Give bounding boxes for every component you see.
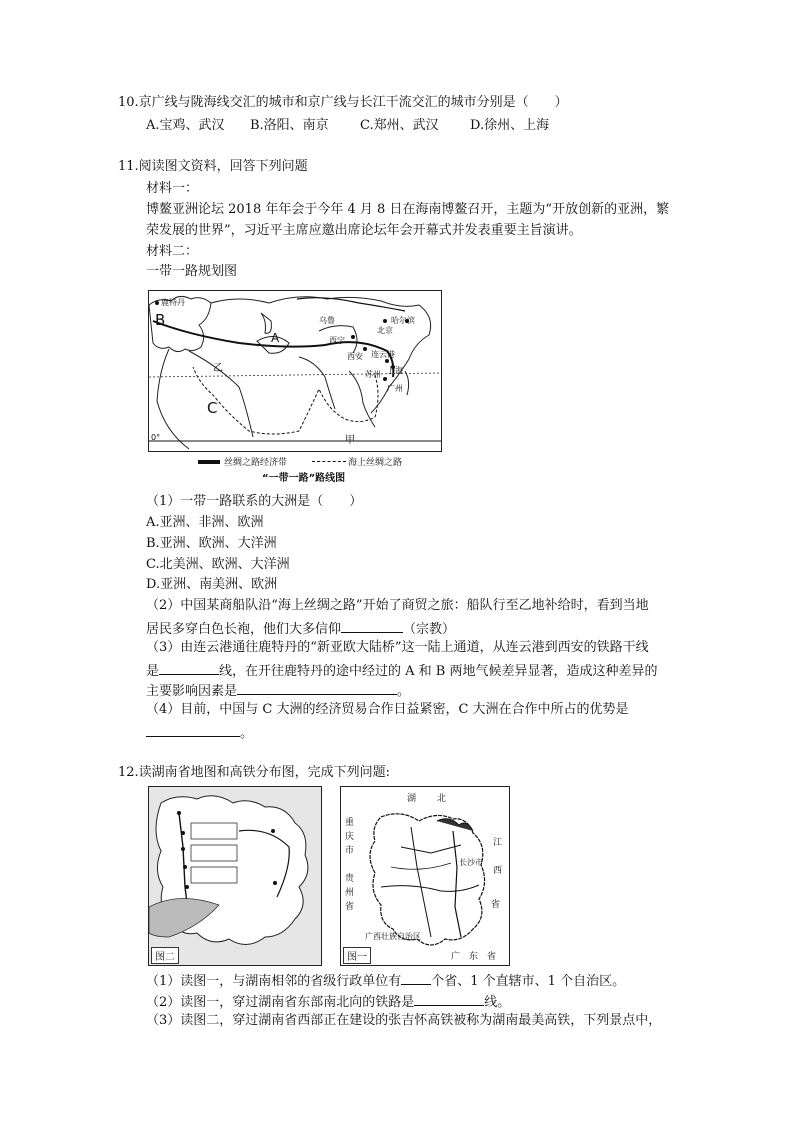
map-label-beijing: 北京	[377, 326, 393, 335]
q11-part2-line2	[146, 618, 455, 639]
q11-part1-option-a: A.亚洲、非洲、欧洲	[146, 515, 264, 530]
map-label-urumqi: 乌鲁	[319, 316, 335, 325]
map-label-equator: 0°	[151, 433, 161, 442]
q10-option-c: C.郑州、武汉	[360, 118, 439, 133]
q10-option-b: B.洛阳、南京	[250, 118, 329, 133]
legend-land-label: 丝绸之路经济带	[224, 458, 288, 468]
map-label-guizhou-1: 贵	[345, 874, 355, 884]
q11-material1-label: 材料一：	[146, 181, 199, 196]
q12-part1	[146, 970, 625, 991]
q11-part2-line1: （2）中国某商船队沿“海上丝绸之路”开始了商贸之旅：船队行至乙地补给时，看到当地	[146, 598, 649, 613]
q11-part4-line1: （4）目前，中国与 C 大洲的经济贸易合作日益紧密，C 大洲在合作中所占的优势是	[146, 702, 629, 717]
q11-part1-stem: （1）一带一路联系的大洲是（ ）	[146, 494, 363, 509]
map-label-chongqing-3: 市	[345, 846, 355, 856]
map-label-harbin: 哈尔滨	[391, 316, 415, 325]
map-label-chongqing-2: 庆	[345, 832, 355, 842]
q10-option-a: A.宝鸡、武汉	[146, 118, 225, 133]
map-label-a: A	[271, 331, 280, 345]
q12-part2-text: （2）读图一，穿过湖南省东部南北向的铁路是	[146, 995, 415, 1010]
map-label-jiangxi-2: 西	[493, 866, 503, 876]
q12-part3: （3）读图二，穿过湖南省西部正在建设的张吉怀高铁被称为湖南最美高铁，下列景点中，	[146, 1013, 662, 1028]
q12-part2-blank[interactable]	[414, 991, 484, 1006]
q11-material1-line1: 博鳌亚洲论坛 2018 年年会于今年 4 月 8 日在海南博鳌召开，主题为“开放创新的亚洲，繁	[146, 202, 670, 217]
q12-part1-text: （1）读图一，与湖南相邻的省级行政单位有	[146, 974, 402, 989]
map-label-hubei-1: 湖	[407, 794, 417, 804]
legend-sea-label: 海上丝绸之路	[348, 458, 403, 468]
q11-part3-prefix: 是	[146, 664, 160, 679]
q11-part3-line3	[146, 680, 410, 701]
q12-part2	[146, 991, 510, 1012]
map-label-b: B	[155, 311, 166, 329]
q11-material1-line2: 荣发展的世界”，习近平主席应邀出席论坛年会开幕式并发表重要主旨演讲。	[146, 223, 582, 238]
legend-land-swatch	[198, 460, 220, 464]
q11-part2-text: 居民多穿白色长袍，他们大多信仰	[146, 622, 342, 637]
q12-part1-blank[interactable]	[401, 970, 431, 985]
map-label-jia: 甲	[345, 435, 355, 446]
q10-options	[146, 117, 549, 135]
q11-part1-option-d: D.亚洲、南美洲、欧洲	[146, 577, 278, 592]
q12-stem: 12.读湖南省地图和高铁分布图，完成下列问题:	[118, 765, 391, 780]
map-label-changsha: 长沙市	[459, 858, 483, 867]
figure-2-tag: 图二	[151, 947, 179, 964]
map-label-c: C	[207, 399, 218, 417]
q11-material2-label: 材料二：	[146, 244, 199, 259]
map-label-jiangxi-3: 省	[491, 900, 501, 910]
map-label-guizhou-2: 州	[345, 888, 355, 898]
q11-part1-option-c: C.北美洲、欧洲、大洋洲	[146, 557, 290, 572]
map-label-xian: 西安	[347, 352, 363, 361]
map-label-guangxi: 广西壮族自治区	[365, 932, 421, 941]
figure-1-tag: 图一	[343, 947, 371, 964]
q11-part3-text: 线，在开往鹿特丹的途中经过的 A 和 B 两地气候差异显著，造成这种差异的	[219, 664, 658, 679]
q11-part3-line2	[146, 660, 658, 681]
map-label-guangzhou: 广州	[387, 384, 403, 393]
q11-part3-period: 。	[397, 684, 411, 699]
belt-road-map	[148, 290, 442, 452]
q11-part3-text2: 主要影响因素是	[146, 684, 238, 699]
map-label-guangdong: 广 东 省	[451, 952, 497, 962]
legend-sea-swatch	[312, 461, 346, 462]
q11-part2-suffix: （宗教）	[403, 622, 456, 637]
q11-part4-blank[interactable]	[146, 722, 240, 737]
q10-option-d: D.徐州、上海	[470, 118, 550, 133]
q11-map-title: 一带一路规划图	[146, 264, 238, 279]
map-label-guizhou-3: 省	[345, 902, 355, 912]
q11-part3-line1: （3）由连云港通往鹿特丹的“新亚欧大陆桥”这一陆上通道，从连云港到西安的铁路干线	[146, 640, 649, 655]
q11-part2-blank[interactable]	[341, 618, 403, 633]
q11-part4-period: 。	[240, 726, 254, 741]
q11-part3-blank2[interactable]	[237, 680, 397, 695]
hunan-rail-map	[148, 786, 322, 966]
q11-part3-blank1[interactable]	[159, 660, 219, 675]
map-label-chongqing-1: 重	[345, 818, 355, 828]
q10-stem: 10.京广线与陇海线交汇的城市和京广线与长江干流交汇的城市分别是（ ）	[118, 95, 568, 110]
belt-road-map-caption: “一带一路”路线图	[262, 473, 346, 484]
q11-part1-option-b: B.亚洲、欧洲、大洋洲	[146, 536, 277, 551]
hunan-province-map	[340, 786, 510, 966]
q11-part4-line2	[146, 722, 253, 743]
map-label-jiangxi-1: 江	[493, 838, 503, 848]
map-label-suzhou: 苏州	[365, 370, 381, 379]
q12-part2-suffix: 线。	[484, 995, 511, 1010]
q12-part1-suffix: 个省、1 个直辖市、1 个自治区。	[431, 974, 626, 989]
map-label-rotterdam: 鹿特丹	[161, 298, 185, 307]
map-label-shanghai: 上海	[387, 366, 403, 375]
hunan-rail-map-drawing	[149, 787, 321, 965]
map-label-hubei-2: 北	[437, 794, 447, 804]
map-label-lianyungang: 连云港	[371, 350, 395, 359]
q11-stem: 11.阅读图文资料，回答下列问题	[118, 159, 308, 174]
map-label-xining: 西宁	[329, 336, 345, 345]
map-label-yi: 乙	[213, 363, 223, 374]
